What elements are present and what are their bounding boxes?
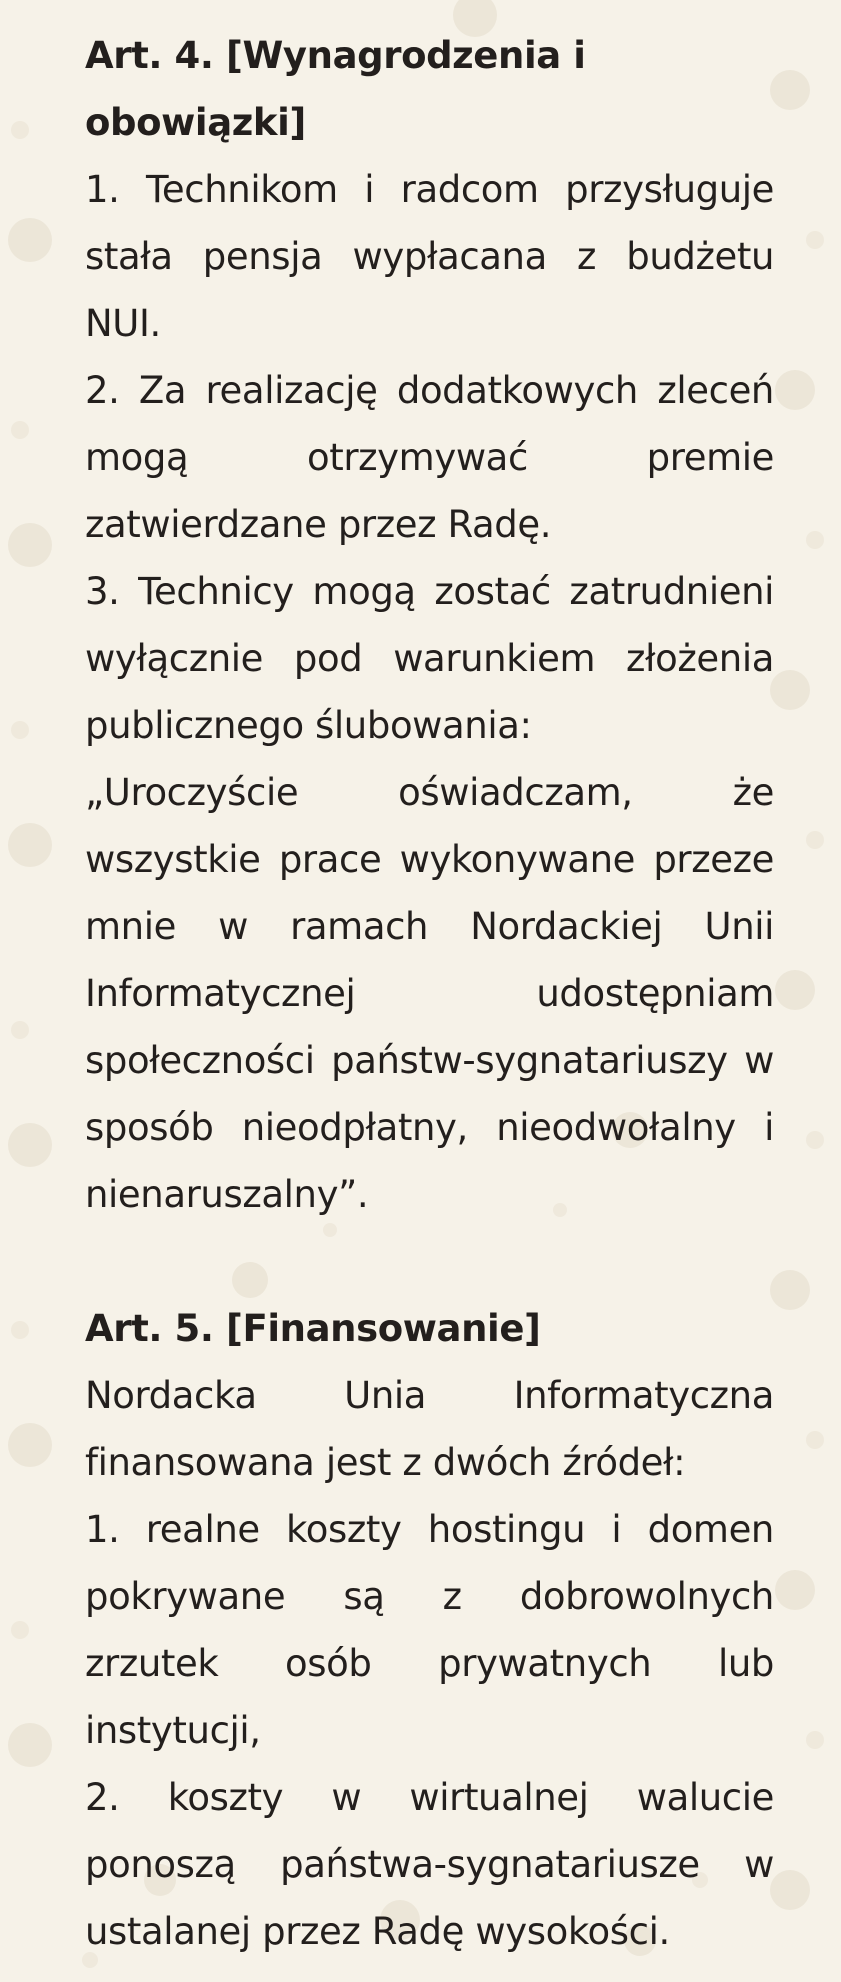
article-4-paragraph-1: 1. Technikom i radcom przysługuje stała pensja wypłacana z budżetu NUI.	[85, 168, 774, 345]
document-body	[85, 22, 774, 1965]
article-5-heading: Art. 5. [Finansowanie]	[85, 1307, 541, 1350]
article-4-oath-text: „Uroczyście oświadczam, że wszystkie prace wykonywane przeze mnie w ramach Nordackiej Unii Informatycznej udostępniam społeczności państw-sygnatariuszy w sposób nieodpłatny, nieodwołalny i nienaruszalny”.	[85, 771, 774, 1216]
article-5-paragraph-2: 2. koszty w wirtualnej walucie ponoszą państwa-sygnatariusze w ustalanej przez Radę wysokości.	[85, 1776, 774, 1953]
article-4-heading: Art. 4. [Wynagrodzenia i obowiązki]	[85, 34, 586, 144]
article-4-paragraph-3: 3. Technicy mogą zostać zatrudnieni wyłącznie pod warunkiem złożenia publicznego ślubowania:	[85, 570, 774, 747]
article-5-paragraph-1: 1. realne koszty hostingu i domen pokrywane są z dobrowolnych zrzutek osób prywatnych lub instytucji,	[85, 1508, 774, 1752]
section-spacer	[85, 1228, 774, 1295]
article-4-paragraph-2: 2. Za realizację dodatkowych zleceń mogą otrzymywać premie zatwierdzane przez Radę.	[85, 369, 774, 546]
article-5-intro: Nordacka Unia Informatyczna finansowana jest z dwóch źródeł:	[85, 1374, 774, 1484]
